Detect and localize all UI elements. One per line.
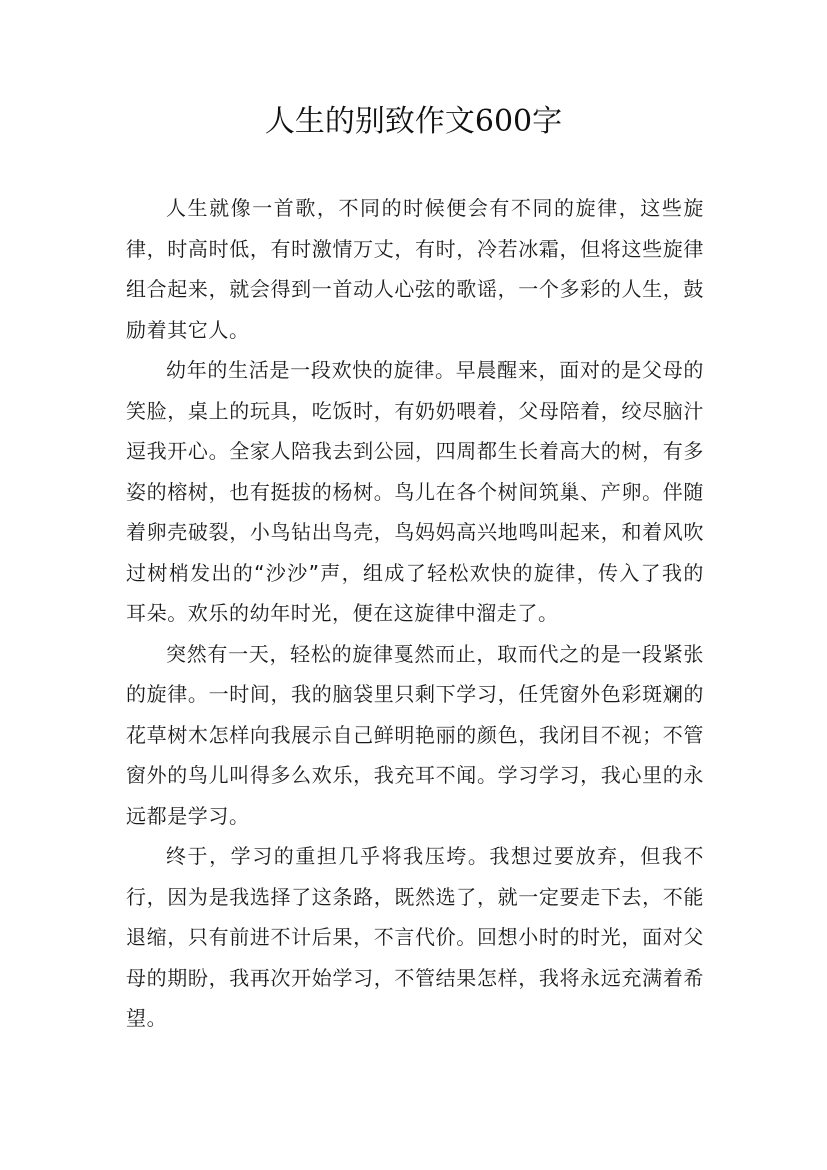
- paragraph-3: 突然有一天，轻松的旋律戛然而止，取而代之的是一段紧张的旋律。一时间，我的脑袋里只剩下学习，任凭窗外色彩斑斓的花草树木怎样向我展示自己鲜明艳丽的颜色，我闭目不视；不管窗外的鸟儿叫得多么欢乐，我充耳不闻。学习学习，我心里的永远都是学习。: [126, 641, 704, 828]
- paragraph-1: 人生就像一首歌，不同的时候便会有不同的旋律，这些旋律，时高时低，有时激情万丈，有时，冷若冰霜，但将这些旋律组合起来，就会得到一首动人心弦的歌谣，一个多彩的人生，鼓励着其它人。: [126, 196, 704, 342]
- paragraph-4: 终于，学习的重担几乎将我压垮。我想过要放弃，但我不行，因为是我选择了这条路，既然选了，就一定要走下去，不能退缩，只有前进不计后果，不言代价。回想小时的时光，面对父母的期盼，我再次开始学习，不管结果怎样，我将永远充满着希望。: [126, 844, 704, 1030]
- page-title: 人生的别致作文600字: [264, 104, 563, 139]
- paragraph-2: 幼年的生活是一段欢快的旋律。早晨醒来，面对的是父母的笑脸，桌上的玩具，吃饭时，有奶奶喂着，父母陪着，绞尽脑汁逗我开心。全家人陪我去到公园，四周都生长着高大的树，有多姿的榕树，也有挺拔的杨树。鸟儿在各个树间筑巢、产卵。伴随着卵壳破裂，小鸟钻出鸟壳，鸟妈妈高兴地鸣叫起来，和着风吹过树梢发出的“沙沙”声，组成了轻松欢快的旋律，传入了我的耳朵。欢乐的幼年时光，便在这旋律中溜走了。: [126, 358, 704, 625]
- article-body: [126, 188, 704, 1039]
